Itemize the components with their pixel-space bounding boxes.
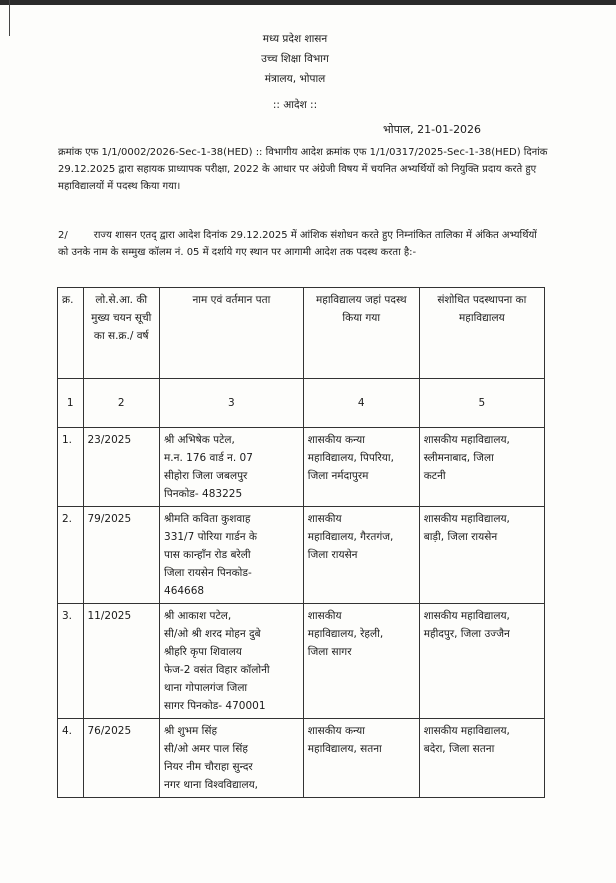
paragraph-2 [58, 227, 550, 261]
paragraph-2-text [58, 227, 550, 261]
col-number-2: 2 [83, 379, 160, 428]
row-posted-college: शासकीय महाविद्यालय, गैरतगंज, जिला रायसेन [303, 507, 419, 604]
row-revised-college: शासकीय महाविद्यालय, बदेरा, जिला सतना [419, 719, 544, 798]
col-number-3: 3 [160, 379, 304, 428]
header-order-title: :: आदेश :: [272, 99, 318, 111]
paragraph-2-body: राज्य शासन एतद् द्वारा आदेश दिनांक 29.12.2025 में आंशिक संशोधन करते हुए निम्नांकित तालिका में अंकित अभ्यर्थियों को उनके नाम के सम्मुख कॉलम नं. 05 में दर्शाये गए स्थान पर आगामी आदेश तक पदस्थ करता है:- [58, 230, 537, 258]
table-row [58, 428, 545, 507]
row-ref: 76/2025 [83, 719, 160, 798]
row-revised-college: शासकीय महाविद्यालय, स्लीमनाबाद, जिला कटनी [419, 428, 544, 507]
table-row [58, 507, 545, 604]
table-header-row [58, 288, 545, 379]
header-name-address: नाम एवं वर्तमान पता [160, 288, 304, 379]
row-revised-college: शासकीय महाविद्यालय, बाड़ी, जिला रायसेन [419, 507, 544, 604]
top-border [0, 0, 616, 5]
row-name-address: श्री शुभम सिंह सी/ओ अमर पाल सिंह नियर नीम चौराहा सुन्दर नगर थाना विश्वविद्यालय, [160, 719, 304, 798]
paragraph-1-text: क्रमांक एफ 1/1/0002/2026-Sec-1-38(HED) :: विभागीय आदेश क्रमांक एफ 1/1/0317/2025-Sec-1-38(HED) दिनांक 29.12.2025 द्वारा सहायक प्राध्यापक परीक्षा, 2022 के आधार पर अंग्रेजी विषय में चयनित अभ्यर्थियों को नियुक्ति प्रदाय करते हुए महाविद्यालयों में पदस्थ किया गया। [58, 147, 548, 192]
header-serial: क्र. [58, 288, 84, 379]
row-serial: 4. [58, 719, 84, 798]
scan-edge-line [9, 0, 10, 36]
table-row [58, 719, 545, 798]
row-ref: 11/2025 [83, 604, 160, 719]
row-ref: 23/2025 [83, 428, 160, 507]
header-government: मध्य प्रदेश शासन [262, 33, 328, 45]
row-posted-college: शासकीय कन्या महाविद्यालय, पिपरिया, जिला नर्मदापुरम [303, 428, 419, 507]
col-number-5: 5 [419, 379, 544, 428]
header-ministry: मंत्रालय, भोपाल [264, 73, 326, 85]
header-posted-college: महाविद्यालय जहां पदस्थ किया गया [303, 288, 419, 379]
row-name-address: श्रीमति कविता कुशवाह 331/7 पोरिया गार्डन के पास कान्हाँन रोड बरेली जिला रायसेन पिनकोड- 464668 [160, 507, 304, 604]
paragraph-1 [58, 144, 550, 195]
header-merit-list: लो.से.आ. की मुख्य चयन सूची का स.क्र./ वर्ष [83, 288, 160, 379]
paragraph-2-number: 2/ [58, 230, 68, 241]
row-posted-college: शासकीय महाविद्यालय, रेहली, जिला सागर [303, 604, 419, 719]
row-revised-college: शासकीय महाविद्यालय, महीदपुर, जिला उज्जैन [419, 604, 544, 719]
page-cutoff [0, 830, 616, 883]
row-name-address: श्री अभिषेक पटेल, म.न. 176 वार्ड न. 07 सीहोरा जिला जबलपुर पिनकोड- 483225 [160, 428, 304, 507]
row-posted-college: शासकीय कन्या महाविद्यालय, सतना [303, 719, 419, 798]
table-row [58, 604, 545, 719]
col-number-1: 1 [58, 379, 84, 428]
row-name-address: श्री आकाश पटेल, सी/ओ श्री शरद मोहन दुबे श्रीहरि कृपा शिवालय फेज-2 वसंत विहार कॉलोनी थाना गोपालगंज जिला सागर पिनकोड- 470001 [160, 604, 304, 719]
row-serial: 1. [58, 428, 84, 507]
col-number-4: 4 [303, 379, 419, 428]
posting-table [57, 287, 545, 798]
column-number-row [58, 379, 545, 428]
row-serial: 2. [58, 507, 84, 604]
row-ref: 79/2025 [83, 507, 160, 604]
order-date: भोपाल, 21-01-2026 [383, 123, 482, 136]
header-revised-college: संशोधित पदस्थापना का महाविद्यालय [419, 288, 544, 379]
row-serial: 3. [58, 604, 84, 719]
header-department: उच्च शिक्षा विभाग [261, 53, 329, 65]
